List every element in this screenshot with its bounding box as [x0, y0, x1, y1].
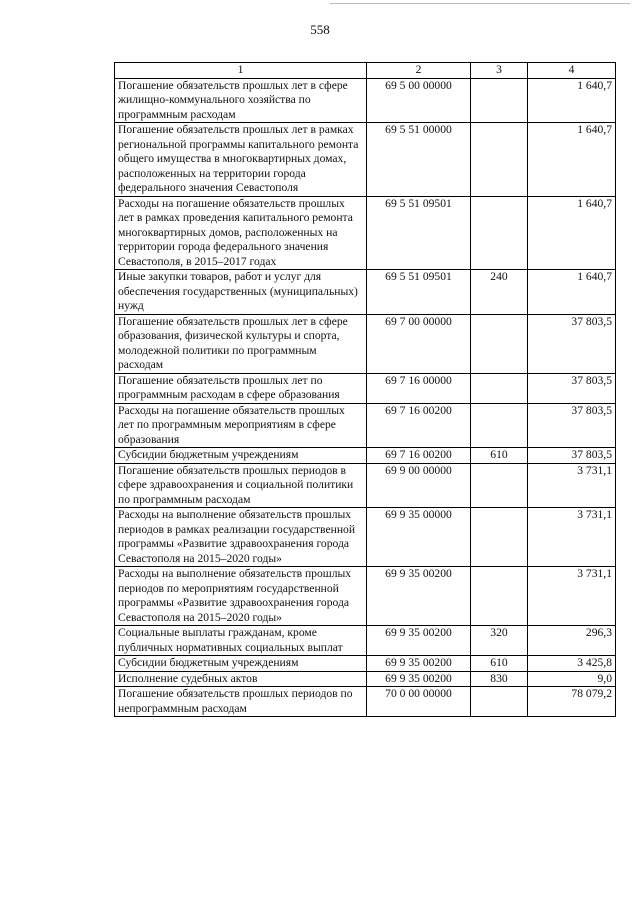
row-amount-cell: 37 803,5 — [528, 403, 616, 448]
row-name-cell: Социальные выплаты гражданам, кроме публичных нормативных социальных выплат — [115, 626, 367, 656]
row-type-cell — [471, 196, 528, 270]
row-name-cell: Погашение обязательств прошлых лет в рамках региональной программы капитального ремонта общего имущества в многоквартирных домах, расположенных на территории города федерального значения Севастополя — [115, 123, 367, 197]
scan-mark — [330, 3, 630, 4]
table-row — [115, 270, 616, 315]
table-row — [115, 671, 616, 687]
header-col-1: 1 — [115, 63, 367, 79]
row-code-cell: 69 9 35 00200 — [367, 626, 471, 656]
row-name-cell: Погашение обязательств прошлых лет в сфере жилищно-коммунального хозяйства по программным расходам — [115, 78, 367, 123]
row-name-cell: Погашение обязательств прошлых периодов в сфере здравоохранения и социальной политики по программным расходам — [115, 463, 367, 508]
row-code-cell: 69 9 00 00000 — [367, 463, 471, 508]
row-amount-cell: 9,0 — [528, 671, 616, 687]
row-code-cell: 69 5 51 09501 — [367, 196, 471, 270]
row-type-cell: 610 — [471, 656, 528, 672]
table-row — [115, 656, 616, 672]
row-amount-cell: 37 803,5 — [528, 373, 616, 403]
row-code-cell: 69 7 16 00200 — [367, 403, 471, 448]
table-row — [115, 196, 616, 270]
row-name-cell: Расходы на выполнение обязательств прошлых периодов по мероприятиям государственной программы «Развитие здравоохранения города Севастополя на 2015–2020 годы» — [115, 567, 367, 626]
row-type-cell — [471, 508, 528, 567]
row-type-cell — [471, 567, 528, 626]
row-code-cell: 69 9 35 00200 — [367, 656, 471, 672]
row-type-cell — [471, 463, 528, 508]
row-amount-cell: 1 640,7 — [528, 123, 616, 197]
row-code-cell: 69 9 35 00200 — [367, 671, 471, 687]
row-name-cell: Иные закупки товаров, работ и услуг для обеспечения государственных (муниципальных) нужд — [115, 270, 367, 315]
table-row — [115, 78, 616, 123]
row-type-cell: 320 — [471, 626, 528, 656]
row-name-cell: Субсидии бюджетным учреждениям — [115, 656, 367, 672]
row-type-cell: 240 — [471, 270, 528, 315]
row-amount-cell: 1 640,7 — [528, 270, 616, 315]
row-type-cell: 830 — [471, 671, 528, 687]
row-amount-cell: 1 640,7 — [528, 196, 616, 270]
table-row — [115, 567, 616, 626]
row-type-cell — [471, 373, 528, 403]
table-row — [115, 314, 616, 373]
row-name-cell: Погашение обязательств прошлых лет в сфере образования, физической культуры и спорта, молодежной политики по программным расходам — [115, 314, 367, 373]
row-amount-cell: 3 425,8 — [528, 656, 616, 672]
row-type-cell — [471, 123, 528, 197]
table-row — [115, 626, 616, 656]
row-code-cell: 69 9 35 00000 — [367, 508, 471, 567]
row-code-cell: 69 5 51 00000 — [367, 123, 471, 197]
row-type-cell: 610 — [471, 448, 528, 464]
table-row — [115, 687, 616, 717]
header-col-4: 4 — [528, 63, 616, 79]
row-amount-cell: 3 731,1 — [528, 567, 616, 626]
table-row — [115, 463, 616, 508]
row-name-cell: Погашение обязательств прошлых периодов по непрограммным расходам — [115, 687, 367, 717]
row-name-cell: Расходы на выполнение обязательств прошлых периодов в рамках реализации государственной программы «Развитие здравоохранения города Севастополя на 2015–2020 годы» — [115, 508, 367, 567]
row-code-cell: 69 5 51 09501 — [367, 270, 471, 315]
page-number: 558 — [310, 22, 330, 37]
row-code-cell: 69 7 00 00000 — [367, 314, 471, 373]
table-row — [115, 123, 616, 197]
table-row — [115, 373, 616, 403]
budget-table — [114, 62, 616, 717]
row-name-cell: Погашение обязательств прошлых лет по программным расходам в сфере образования — [115, 373, 367, 403]
header-col-3: 3 — [471, 63, 528, 79]
row-code-cell: 69 9 35 00200 — [367, 567, 471, 626]
row-type-cell — [471, 314, 528, 373]
row-type-cell — [471, 687, 528, 717]
row-name-cell: Расходы на погашение обязательств прошлых лет по программным мероприятиям в сфере образования — [115, 403, 367, 448]
header-col-2: 2 — [367, 63, 471, 79]
table-row — [115, 508, 616, 567]
row-amount-cell: 37 803,5 — [528, 448, 616, 464]
row-name-cell: Расходы на погашение обязательств прошлых лет в рамках проведения капитального ремонта многоквартирных домов, расположенных на территории города федерального значения Севастополя, в 2015–2017 годах — [115, 196, 367, 270]
row-code-cell: 70 0 00 00000 — [367, 687, 471, 717]
row-type-cell — [471, 403, 528, 448]
row-code-cell: 69 7 16 00000 — [367, 373, 471, 403]
row-amount-cell: 37 803,5 — [528, 314, 616, 373]
table-row — [115, 448, 616, 464]
row-type-cell — [471, 78, 528, 123]
row-name-cell: Субсидии бюджетным учреждениям — [115, 448, 367, 464]
row-amount-cell: 3 731,1 — [528, 463, 616, 508]
row-code-cell: 69 5 00 00000 — [367, 78, 471, 123]
table-row — [115, 403, 616, 448]
row-amount-cell: 1 640,7 — [528, 78, 616, 123]
table-body — [115, 78, 616, 717]
row-name-cell: Исполнение судебных актов — [115, 671, 367, 687]
row-amount-cell: 3 731,1 — [528, 508, 616, 567]
row-amount-cell: 78 079,2 — [528, 687, 616, 717]
row-amount-cell: 296,3 — [528, 626, 616, 656]
row-code-cell: 69 7 16 00200 — [367, 448, 471, 464]
header-row — [115, 63, 616, 79]
